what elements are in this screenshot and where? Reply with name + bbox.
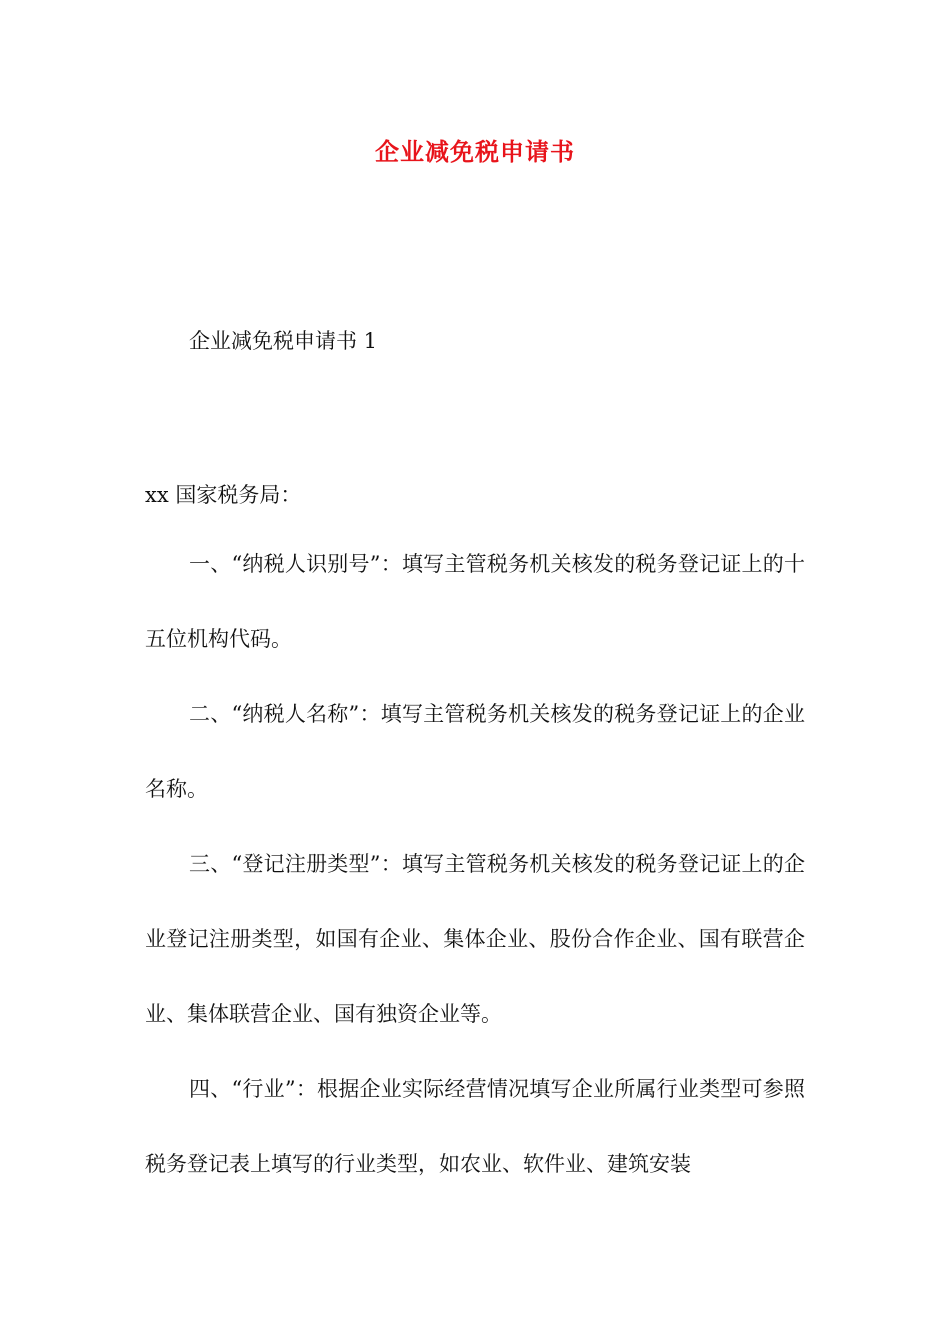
document-title: 企业减免税申请书 (375, 137, 575, 166)
paragraph-3: 三、“登记注册类型”：填写主管税务机关核发的税务登记证上的企业登记注册类型，如国有企业、集体企业、股份合作企业、国有联营企业、集体联营企业、国有独资企业等。 (145, 852, 805, 1026)
paragraph-2: 二、“纳税人名称”：填写主管税务机关核发的税务登记证上的企业名称。 (145, 702, 805, 801)
paragraph-1: 一、“纳税人识别号”：填写主管税务机关核发的税务登记证上的十五位机构代码。 (145, 552, 805, 651)
document-subtitle: 企业减免税申请书 1 (189, 329, 378, 353)
paragraph-4: 四、“行业”：根据企业实际经营情况填写企业所属行业类型可参照税务登记表上填写的行业类型，如农业、软件业、建筑安装 (145, 1077, 805, 1176)
salutation: xx 国家税务局： (145, 483, 302, 507)
